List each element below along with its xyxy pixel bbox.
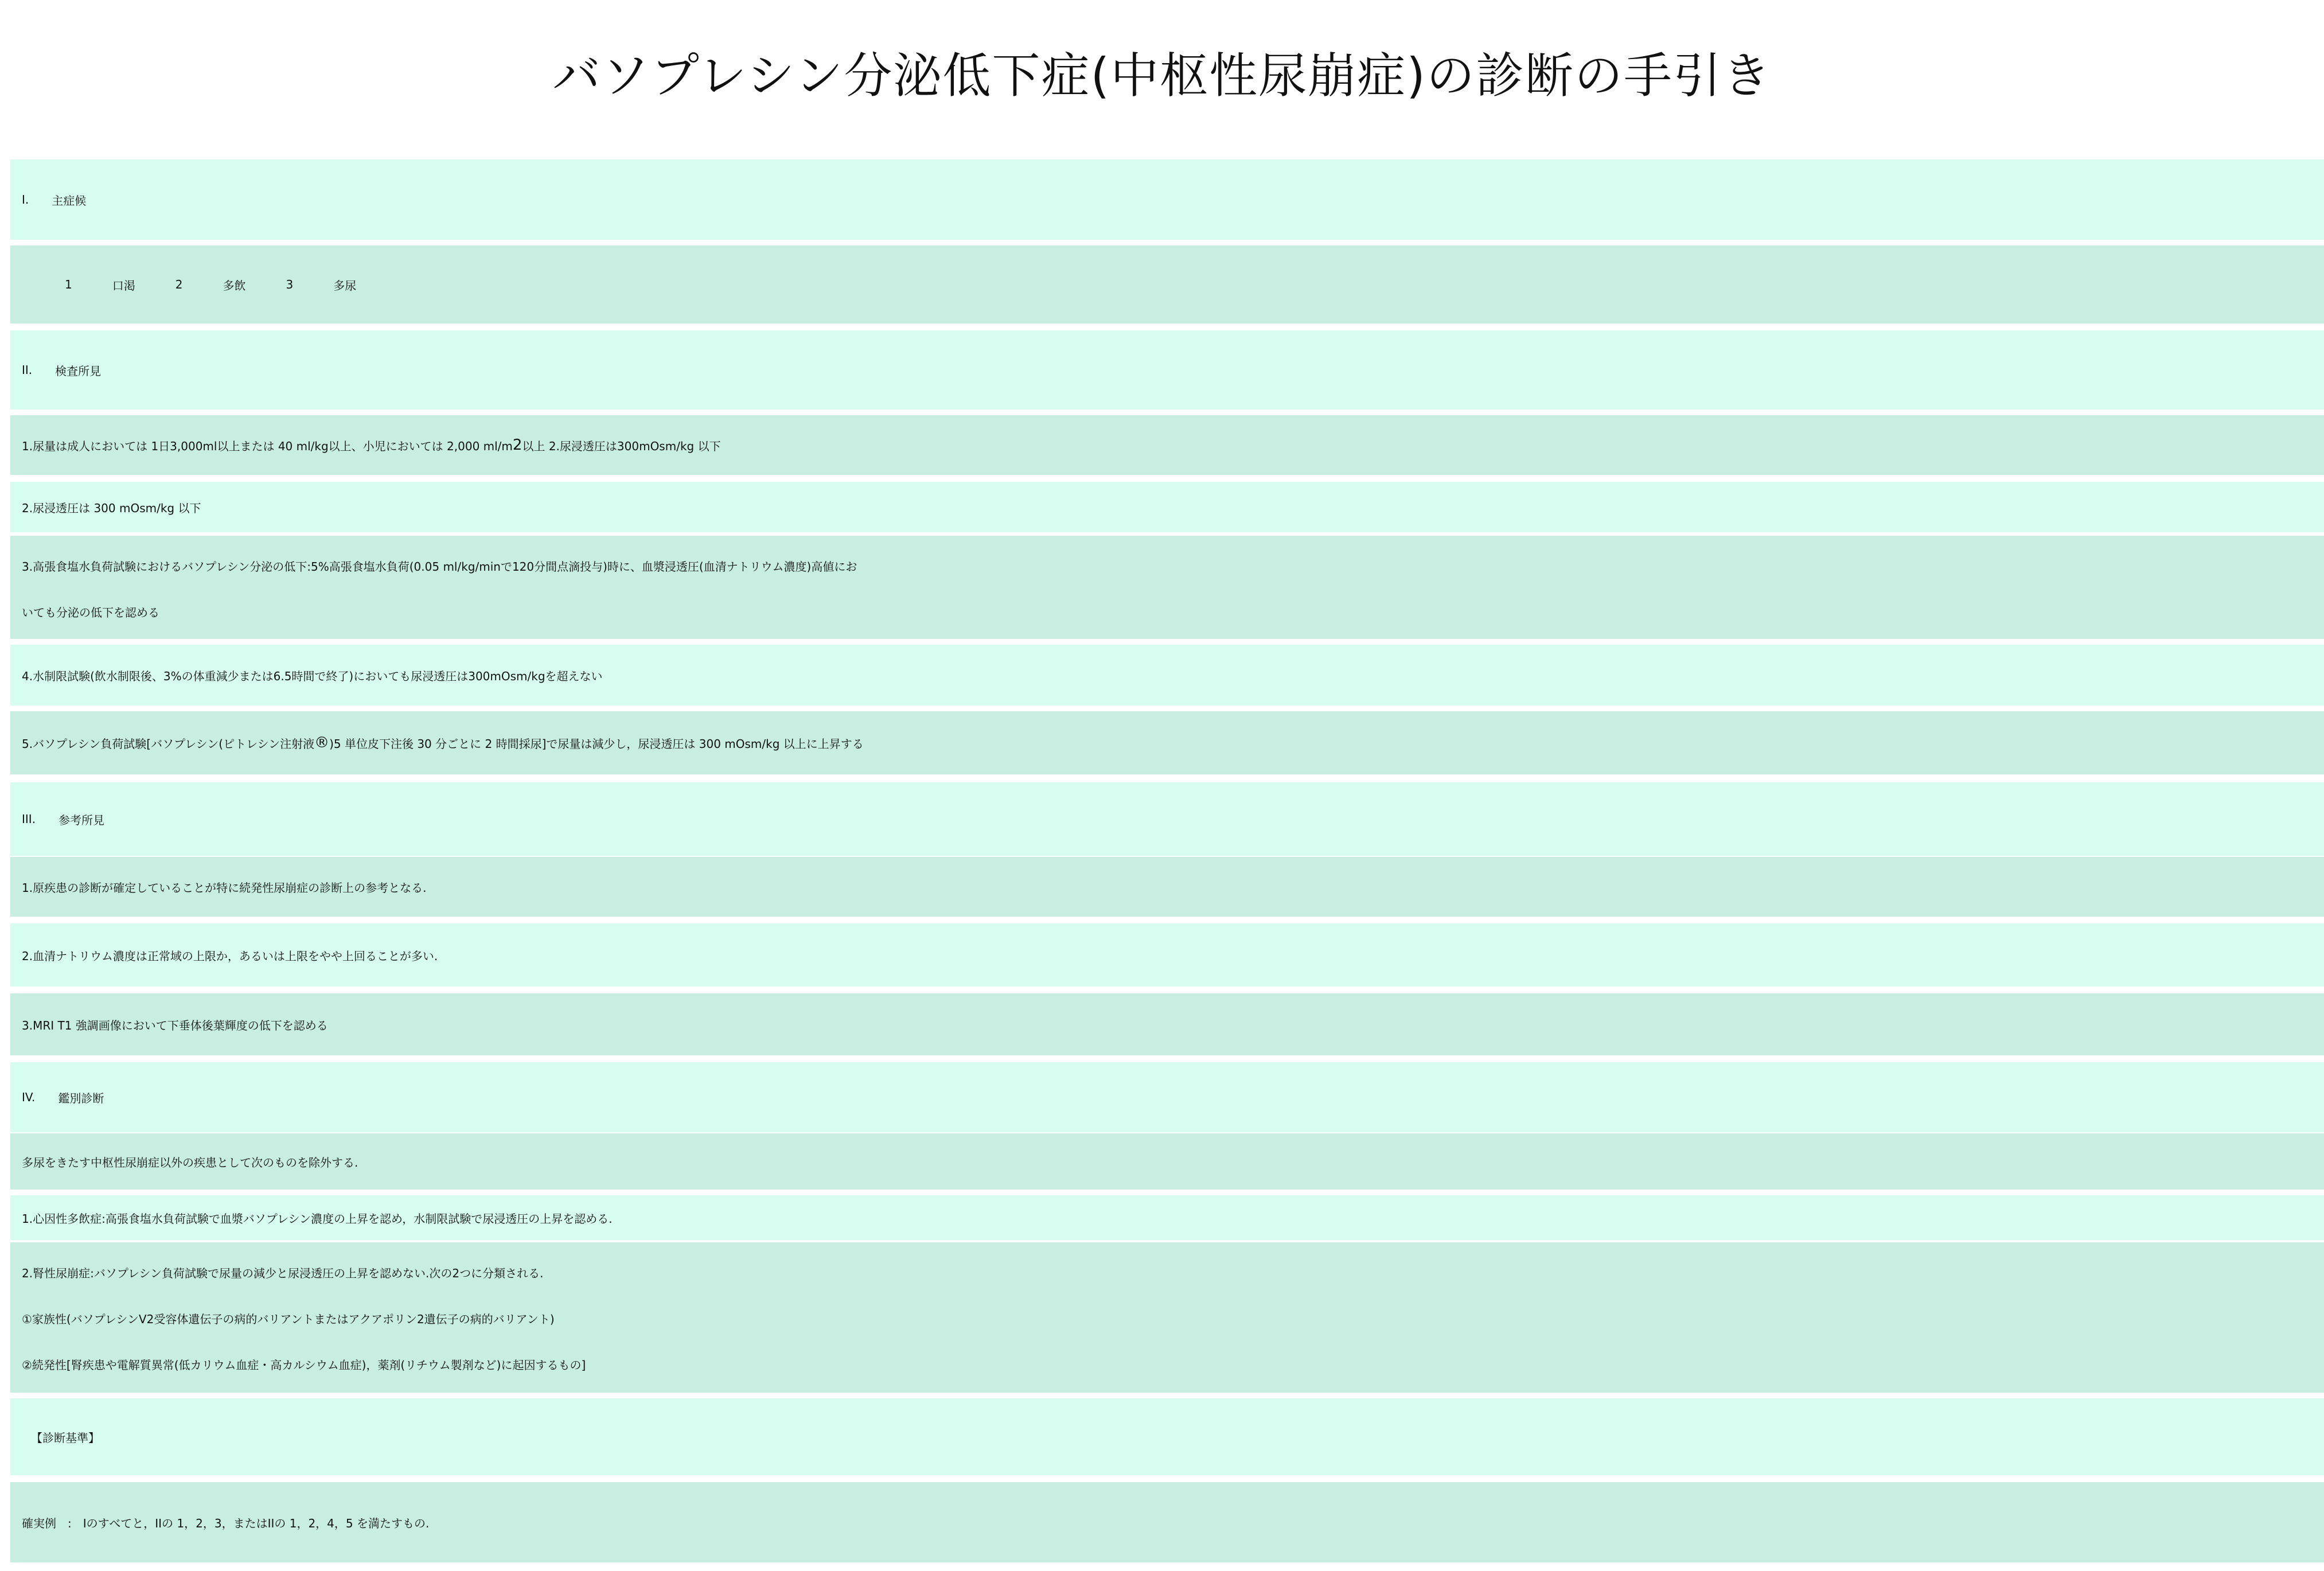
symptom-number-3: 3 [286, 278, 294, 291]
exam-finding-2-text: 2.尿浸透圧は 300 mOsm/kg 以下 [22, 501, 201, 515]
section-1-label: 主症候 [52, 193, 87, 208]
exam-finding-1-superscript: 2 [512, 436, 522, 454]
symptom-polydipsia: 多飲 [223, 278, 246, 293]
differential-item-1-text: 1.心因性多飲症:高張食塩水負荷試験で血漿バソプレシン濃度の上昇を認め，水制限試験で尿浸透圧の上昇を認める. [22, 1211, 613, 1226]
exam-finding-1 [10, 415, 2324, 475]
exam-finding-4-text: 4.水制限試験(飲水制限後、3%の体重減少または6.5時間で終了)においても尿浸透圧は300mOsm/kgを超えない [22, 669, 603, 683]
section-3-heading [10, 782, 2324, 856]
section-2-label: 検査所見 [55, 364, 102, 378]
section-3-number: III. [22, 812, 36, 826]
exam-finding-3 [10, 536, 2324, 639]
symptom-polyuria: 多尿 [333, 278, 357, 293]
criteria-definition [10, 1482, 2324, 1562]
reference-finding-2-text: 2.血清ナトリウム濃度は正常域の上限か，あるいは上限をやや上回ることが多い. [22, 949, 438, 963]
page-title: バソプレシン分泌低下症(中枢性尿崩症)の診断の手引き [552, 48, 1772, 104]
differential-item-2-line-1: 2.腎性尿崩症:バソプレシン負荷試験で尿量の減少と尿浸透圧の上昇を認めない.次の2つに分類される. [22, 1266, 544, 1280]
section-4-label: 鑑別診断 [58, 1091, 104, 1105]
criteria-definition-text: 確実例 : Iのすべてと，IIの 1，2，3，またはIIの 1，2，4，5 を満たすもの. [22, 1516, 430, 1530]
section-2-heading [10, 330, 2324, 410]
symptom-number-2: 2 [175, 278, 183, 291]
reference-finding-2 [10, 923, 2324, 987]
differential-item-1 [10, 1195, 2324, 1240]
section-3-label: 参考所見 [59, 813, 105, 827]
exam-finding-1-text-a: 1.尿量は成人においては 1日3,000ml以上または 40 ml/kg以上、小児においては 2,000 ml/m [22, 439, 513, 453]
differential-intro-text: 多尿をきたす中枢性尿崩症以外の疾患として次のものを除外する. [22, 1155, 358, 1170]
differential-item-2 [10, 1242, 2324, 1393]
section-4-number: IV. [22, 1090, 36, 1104]
section-1-number: I. [22, 193, 29, 206]
section-1-heading [10, 159, 2324, 240]
symptom-number-1: 1 [65, 278, 72, 291]
exam-finding-1-text-b: 以上 2.尿浸透圧は300mOsm/kg 以下 [522, 439, 721, 453]
section-2-number: II. [22, 363, 33, 377]
reference-finding-3 [10, 993, 2324, 1055]
differential-intro [10, 1133, 2324, 1190]
differential-item-2-line-3: ②続発性[腎疾患や電解質異常(低カリウム血症・高カルシウム血症)，薬剤(リチウム製剤など)に起因するもの] [22, 1358, 586, 1372]
criteria-label: 【診断基準】 [31, 1430, 100, 1445]
reference-finding-3-text: 3.MRI T1 強調画像において下垂体後葉輝度の低下を認める [22, 1018, 328, 1032]
exam-finding-5-text-b: )5 単位皮下注後 30 分ごとに 2 時間採尿]で尿量は減少し，尿浸透圧は 300 mOsm/kg 以上に上昇する [329, 736, 864, 751]
criteria-heading [10, 1398, 2324, 1475]
exam-finding-4 [10, 645, 2324, 705]
section-4-heading [10, 1062, 2324, 1132]
differential-item-2-line-2: ①家族性(バソプレシンV2受容体遺伝子の病的バリアントまたはアクアポリン2遺伝子の病的バリアント) [22, 1312, 555, 1326]
exam-finding-5-text-a: 5.バソプレシン負荷試験[バソプレシン(ピトレシン注射液 [22, 736, 315, 751]
reference-finding-1 [10, 857, 2324, 917]
registered-mark: ® [314, 734, 330, 751]
exam-finding-2 [10, 482, 2324, 532]
exam-finding-5 [10, 711, 2324, 774]
reference-finding-1-text: 1.原疾患の診断が確定していることが特に続発性尿崩症の診断上の参考となる. [22, 880, 427, 895]
exam-finding-3-line-1: 3.高張食塩水負荷試験におけるバソプレシン分泌の低下:5%高張食塩水負荷(0.05 ml/kg/minで120分間点滴投与)時に、血漿浸透圧(血清ナトリウム濃度)高値にお [22, 560, 857, 574]
symptom-list [10, 245, 2324, 323]
symptom-thirst: 口渇 [112, 278, 135, 293]
exam-finding-3-line-2: いても分泌の低下を認める [22, 606, 159, 619]
